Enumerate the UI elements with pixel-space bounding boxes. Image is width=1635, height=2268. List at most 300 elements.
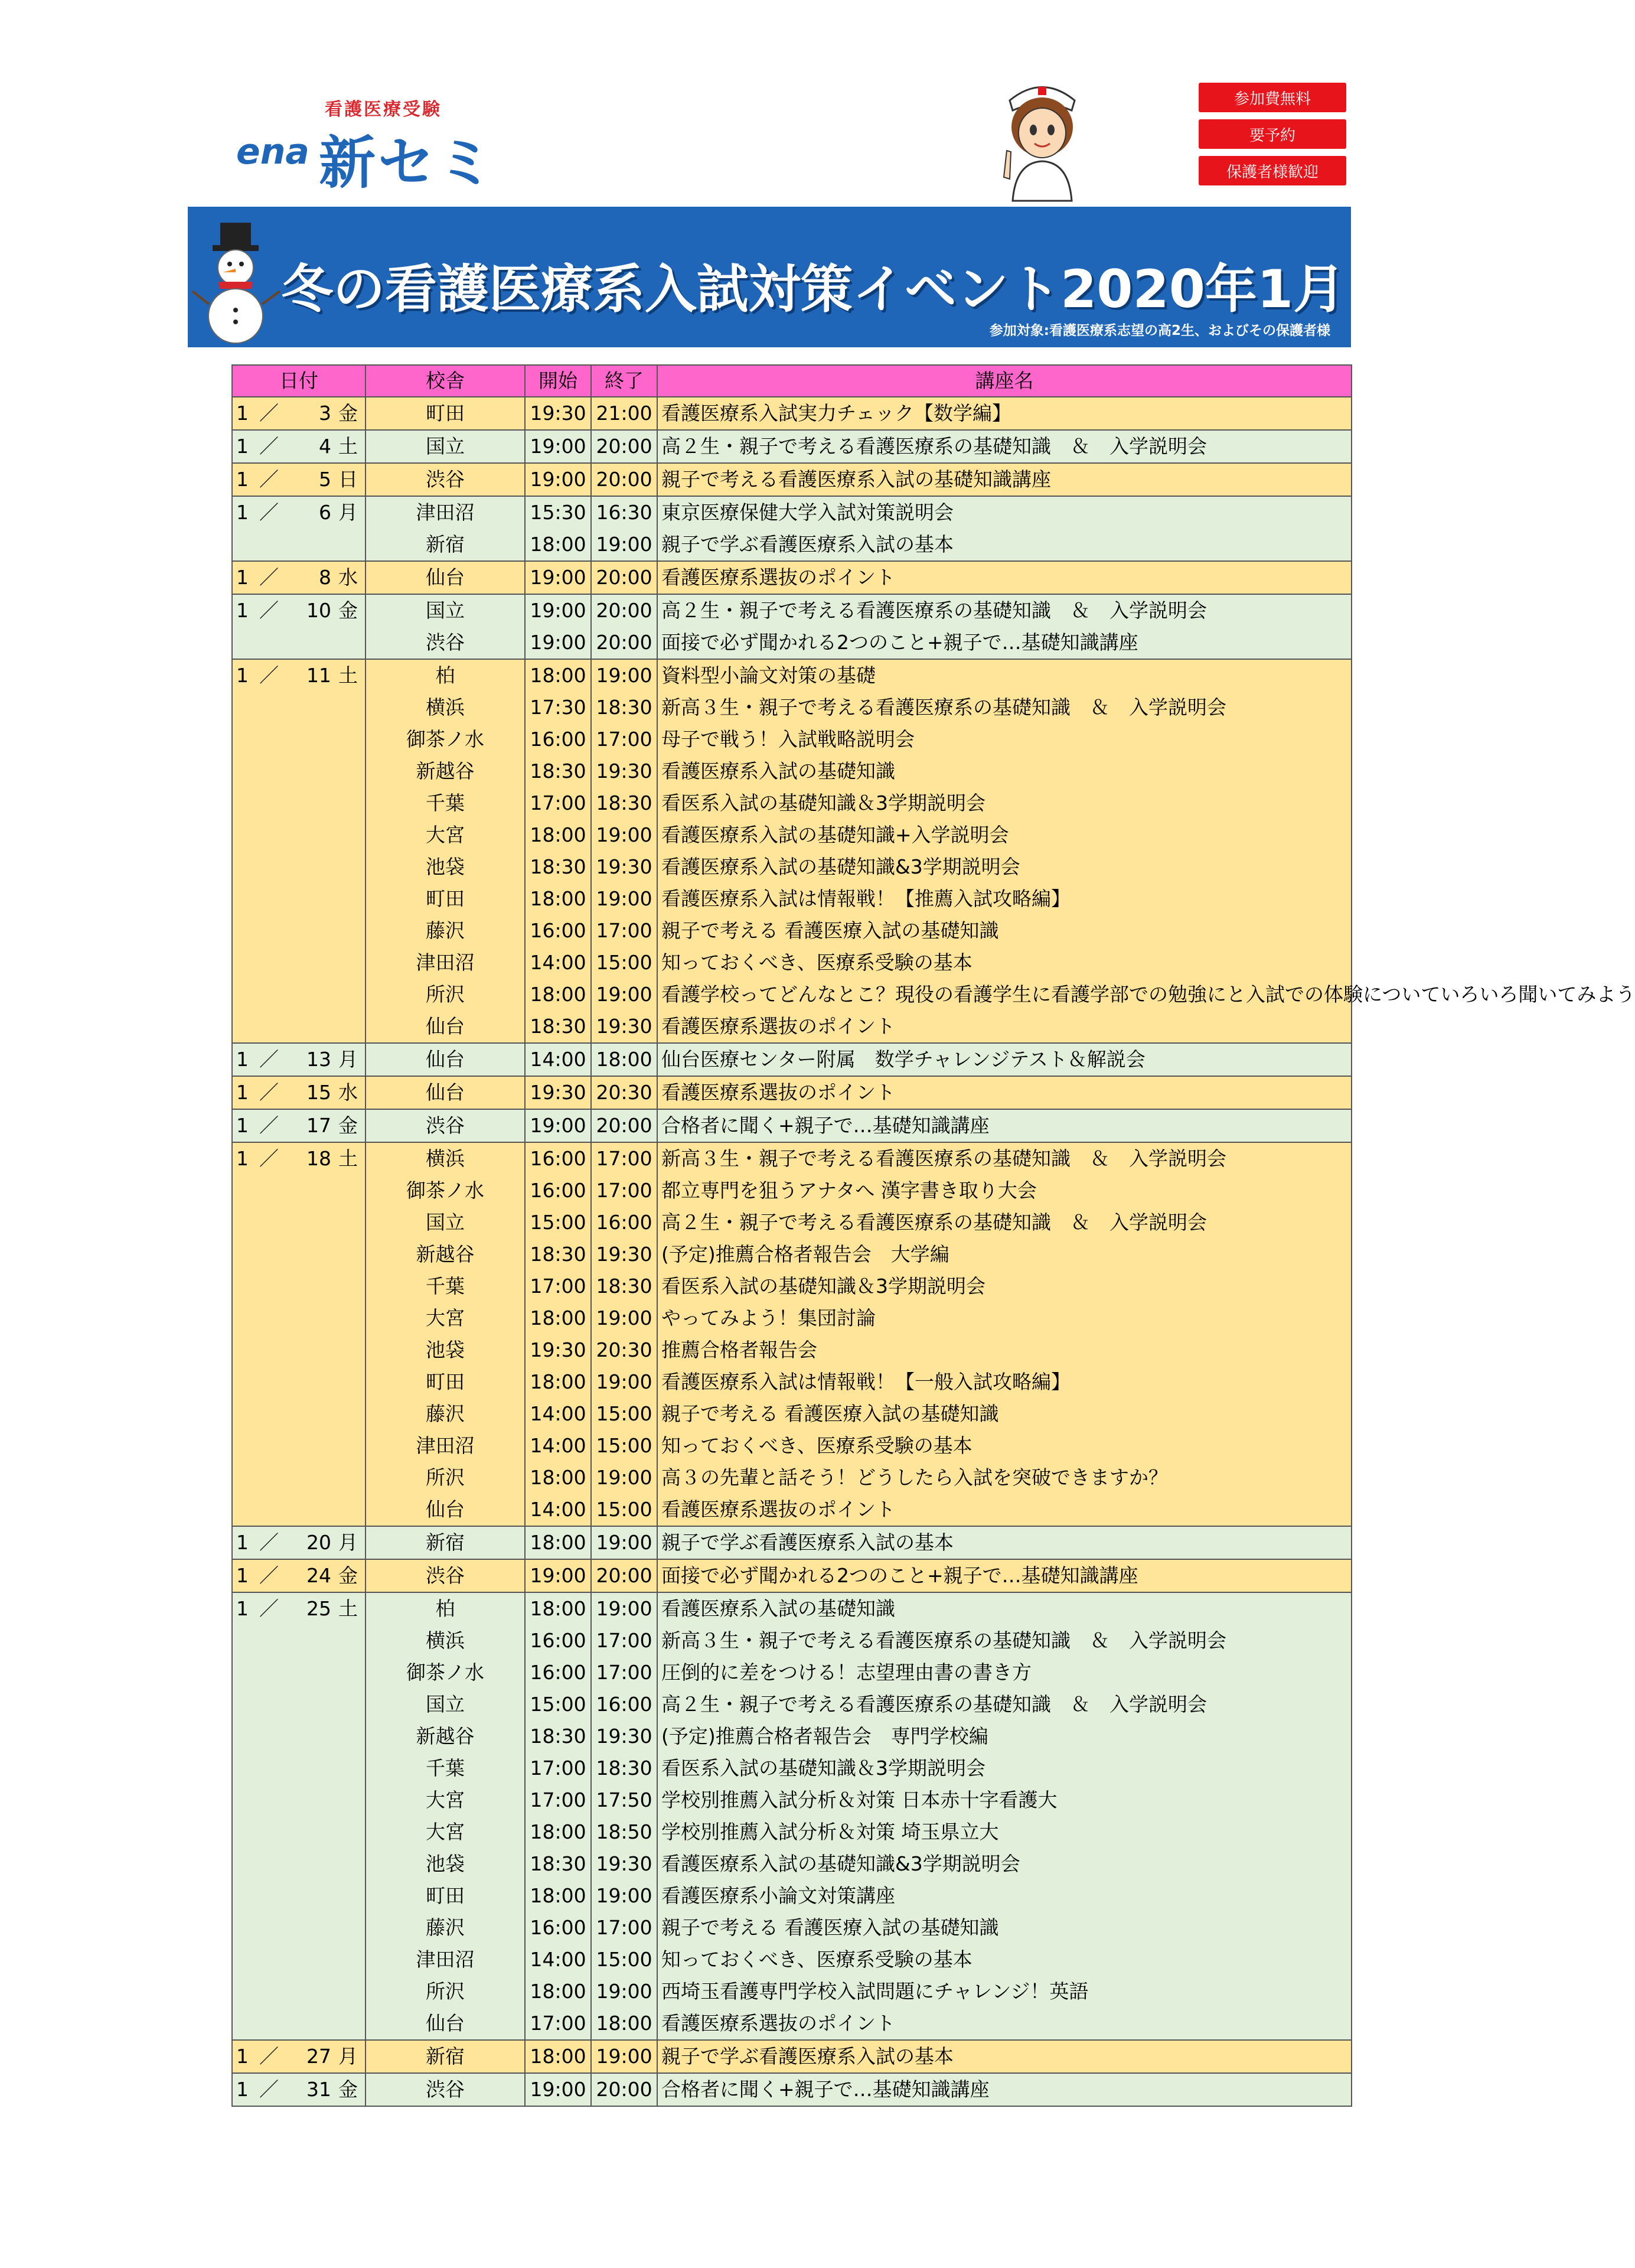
weekday	[335, 1494, 365, 1526]
date-day: 15	[276, 1076, 335, 1109]
start-time-cell: 18:00	[525, 1366, 591, 1398]
end-time-cell: 19:00	[591, 2040, 657, 2073]
date-month	[232, 1076, 279, 1109]
school-cell: 池袋	[365, 1848, 525, 1880]
start-time-cell: 18:30	[525, 755, 591, 787]
date-separator: ／	[259, 599, 279, 622]
logo-ena: ena	[236, 131, 309, 172]
course-title-cell: 親子で学ぶ看護医療系入試の基本	[657, 529, 1352, 561]
table-row	[232, 594, 1352, 627]
course-title-cell: 合格者に聞く+親子で…基礎知識講座	[657, 1109, 1352, 1142]
date-day	[276, 1302, 335, 1334]
end-time-cell: 21:00	[591, 397, 657, 430]
date-day	[276, 1011, 335, 1043]
weekday	[335, 1175, 365, 1207]
school-cell: 町田	[365, 883, 525, 915]
weekday	[335, 1270, 365, 1302]
end-time-cell: 19:00	[591, 979, 657, 1011]
table-row	[232, 787, 1352, 819]
school-cell: 横浜	[365, 692, 525, 724]
date-separator: ／	[259, 435, 279, 458]
start-time-cell: 17:00	[525, 787, 591, 819]
start-time-cell: 17:00	[525, 2008, 591, 2040]
weekday: 金	[335, 2073, 365, 2106]
school-cell: 新宿	[365, 2040, 525, 2073]
school-cell: 所沢	[365, 979, 525, 1011]
weekday	[335, 1720, 365, 1752]
table-row	[232, 692, 1352, 724]
start-time-cell: 19:00	[525, 1109, 591, 1142]
end-time-cell: 20:00	[591, 1109, 657, 1142]
start-time-cell: 14:00	[525, 1430, 591, 1462]
header-date: 日付	[232, 365, 365, 397]
course-title-cell: 親子で考える 看護医療入試の基礎知識	[657, 1398, 1352, 1430]
end-time-cell: 19:30	[591, 1848, 657, 1880]
badge-free: 参加費無料	[1199, 83, 1346, 112]
date-month	[232, 1175, 276, 1207]
weekday: 月	[335, 1526, 365, 1559]
weekday: 月	[335, 1043, 365, 1076]
date-month	[232, 1976, 276, 2008]
course-title-cell: 知っておくべき、医療系受験の基本	[657, 1430, 1352, 1462]
date-month	[232, 755, 276, 787]
weekday	[335, 1207, 365, 1239]
course-title-cell: 看護医療系入試の基礎知識	[657, 755, 1352, 787]
date-day	[276, 1880, 335, 1912]
date-day: 4	[276, 430, 335, 463]
start-time-cell: 18:30	[525, 1848, 591, 1880]
school-cell: 町田	[365, 1880, 525, 1912]
date-month	[232, 1559, 279, 1592]
end-time-cell: 17:00	[591, 1657, 657, 1689]
weekday	[335, 947, 365, 979]
school-cell: 仙台	[365, 561, 525, 594]
weekday: 土	[335, 659, 365, 692]
date-month	[232, 2008, 276, 2040]
school-cell: 仙台	[365, 1011, 525, 1043]
target-audience: 参加対象:看護医療系志望の高2生、およびその保護者様	[989, 323, 1330, 338]
weekday	[335, 1239, 365, 1270]
course-title-cell: 看護医療系入試の基礎知識+入学説明会	[657, 819, 1352, 851]
date-month	[232, 1880, 276, 1912]
school-cell: 町田	[365, 1366, 525, 1398]
date-separator: ／	[259, 1531, 279, 1554]
start-time-cell: 19:30	[525, 1334, 591, 1366]
date-day: 27	[276, 2040, 335, 2073]
table-row	[232, 659, 1352, 692]
school-cell: 所沢	[365, 1976, 525, 2008]
weekday: 日	[335, 463, 365, 496]
end-time-cell: 17:00	[591, 1625, 657, 1657]
date-day: 24	[276, 1559, 335, 1592]
start-time-cell: 17:00	[525, 1784, 591, 1816]
start-time-cell: 16:00	[525, 1142, 591, 1175]
course-title-cell: 圧倒的に差をつける！志望理由書の書き方	[657, 1657, 1352, 1689]
table-row	[232, 1880, 1352, 1912]
course-title-cell: 看医系入試の基礎知識＆3学期説明会	[657, 1752, 1352, 1784]
date-month	[232, 496, 279, 529]
start-time-cell: 17:00	[525, 1270, 591, 1302]
date-separator: ／	[259, 1564, 279, 1587]
date-day	[276, 1816, 335, 1848]
date-month	[232, 2040, 279, 2073]
end-time-cell: 19:30	[591, 1720, 657, 1752]
course-title-cell: 看護医療系選抜のポイント	[657, 1011, 1352, 1043]
weekday	[335, 1816, 365, 1848]
course-title-cell: 親子で学ぶ看護医療系入試の基本	[657, 2040, 1352, 2073]
end-time-cell: 20:00	[591, 1559, 657, 1592]
school-cell: 町田	[365, 397, 525, 430]
date-day: 3	[276, 397, 335, 430]
course-title-cell: 合格者に聞く+親子で…基礎知識講座	[657, 2073, 1352, 2106]
school-cell: 新越谷	[365, 1239, 525, 1270]
month-number: 1	[236, 501, 249, 524]
start-time-cell: 18:00	[525, 1592, 591, 1625]
date-day	[276, 692, 335, 724]
school-cell: 津田沼	[365, 1430, 525, 1462]
table-row	[232, 1912, 1352, 1944]
table-row	[232, 430, 1352, 463]
start-time-cell: 18:00	[525, 529, 591, 561]
school-cell: 国立	[365, 1689, 525, 1720]
start-time-cell: 19:30	[525, 1076, 591, 1109]
end-time-cell: 18:00	[591, 1043, 657, 1076]
weekday	[335, 1689, 365, 1720]
school-cell: 大宮	[365, 1816, 525, 1848]
date-month	[232, 2073, 279, 2106]
course-title-cell: 面接で必ず聞かれる2つのこと+親子で…基礎知識講座	[657, 1559, 1352, 1592]
start-time-cell: 16:00	[525, 915, 591, 947]
start-time-cell: 19:00	[525, 561, 591, 594]
date-month	[232, 1752, 276, 1784]
table-row	[232, 1848, 1352, 1880]
date-month	[232, 1689, 276, 1720]
end-time-cell: 19:30	[591, 1239, 657, 1270]
end-time-cell: 19:30	[591, 755, 657, 787]
start-time-cell: 18:00	[525, 1302, 591, 1334]
date-month	[232, 1912, 276, 1944]
date-separator: ／	[259, 2078, 279, 2101]
course-title-cell: 看護医療系選抜のポイント	[657, 561, 1352, 594]
school-cell: 仙台	[365, 1494, 525, 1526]
school-cell: 大宮	[365, 1784, 525, 1816]
start-time-cell: 18:00	[525, 1526, 591, 1559]
weekday: 水	[335, 1076, 365, 1109]
date-day	[276, 1430, 335, 1462]
date-day: 31	[276, 2073, 335, 2106]
month-number: 1	[236, 664, 249, 687]
date-separator: ／	[259, 1597, 279, 1620]
weekday	[335, 1912, 365, 1944]
end-time-cell: 15:00	[591, 1430, 657, 1462]
course-title-cell: 新高３生・親子で考える看護医療系の基礎知識 ＆ 入学説明会	[657, 1625, 1352, 1657]
weekday	[335, 724, 365, 755]
date-separator: ／	[259, 664, 279, 687]
date-month	[232, 1239, 276, 1270]
snowman-icon	[188, 216, 282, 351]
school-cell: 仙台	[365, 1043, 525, 1076]
school-cell: 渋谷	[365, 627, 525, 659]
table-row	[232, 883, 1352, 915]
school-cell: 千葉	[365, 1270, 525, 1302]
end-time-cell: 19:30	[591, 1011, 657, 1043]
start-time-cell: 15:00	[525, 1689, 591, 1720]
start-time-cell: 19:00	[525, 2073, 591, 2106]
month-number: 1	[236, 1564, 249, 1587]
date-day: 25	[276, 1592, 335, 1625]
end-time-cell: 15:00	[591, 1944, 657, 1976]
weekday: 土	[335, 430, 365, 463]
end-time-cell: 15:00	[591, 1494, 657, 1526]
start-time-cell: 18:30	[525, 1011, 591, 1043]
date-month	[232, 529, 276, 561]
table-row	[232, 1175, 1352, 1207]
end-time-cell: 16:00	[591, 1207, 657, 1239]
course-title-cell: 親子で考える 看護医療入試の基礎知識	[657, 915, 1352, 947]
start-time-cell: 17:30	[525, 692, 591, 724]
weekday	[335, 1398, 365, 1430]
weekday: 月	[335, 496, 365, 529]
month-number: 1	[236, 468, 249, 491]
date-day	[276, 1944, 335, 1976]
date-month	[232, 659, 279, 692]
school-cell: 大宮	[365, 1302, 525, 1334]
date-day	[276, 1270, 335, 1302]
table-row	[232, 724, 1352, 755]
weekday	[335, 1430, 365, 1462]
badge-parents-welcome: 保護者様歓迎	[1199, 156, 1346, 185]
end-time-cell: 19:00	[591, 1592, 657, 1625]
end-time-cell: 19:00	[591, 1366, 657, 1398]
end-time-cell: 18:30	[591, 1270, 657, 1302]
table-row	[232, 1334, 1352, 1366]
course-title-cell: 看護医療系小論文対策講座	[657, 1880, 1352, 1912]
school-cell: 御茶ノ水	[365, 1175, 525, 1207]
end-time-cell: 18:00	[591, 2008, 657, 2040]
table-row	[232, 1239, 1352, 1270]
weekday	[335, 1625, 365, 1657]
date-month	[232, 851, 276, 883]
table-row	[232, 1494, 1352, 1526]
school-cell: 渋谷	[365, 1109, 525, 1142]
table-header-row	[232, 365, 1352, 397]
weekday	[335, 819, 365, 851]
start-time-cell: 18:00	[525, 2040, 591, 2073]
end-time-cell: 20:00	[591, 463, 657, 496]
table-row	[232, 1366, 1352, 1398]
table-row	[232, 397, 1352, 430]
date-day	[276, 883, 335, 915]
date-month	[232, 1625, 276, 1657]
end-time-cell: 19:00	[591, 1526, 657, 1559]
date-month	[232, 1011, 276, 1043]
course-title-cell: 新高３生・親子で考える看護医療系の基礎知識 ＆ 入学説明会	[657, 692, 1352, 724]
table-row	[232, 1559, 1352, 1592]
start-time-cell: 15:00	[525, 1207, 591, 1239]
start-time-cell: 16:00	[525, 724, 591, 755]
table-row	[232, 819, 1352, 851]
date-day	[276, 529, 335, 561]
table-row	[232, 1526, 1352, 1559]
badge-reservation: 要予約	[1199, 119, 1346, 149]
course-title-cell: 看護医療系入試は情報戦！【推薦入試攻略編】	[657, 883, 1352, 915]
school-cell: 新越谷	[365, 1720, 525, 1752]
school-cell: 渋谷	[365, 463, 525, 496]
table-row	[232, 1689, 1352, 1720]
course-title-cell: 看医系入試の基礎知識＆3学期説明会	[657, 1270, 1352, 1302]
table-row	[232, 2008, 1352, 2040]
month-number: 1	[236, 1531, 249, 1554]
month-number: 1	[236, 1147, 249, 1170]
start-time-cell: 18:00	[525, 659, 591, 692]
course-title-cell: 看医系入試の基礎知識＆3学期説明会	[657, 787, 1352, 819]
end-time-cell: 20:00	[591, 594, 657, 627]
start-time-cell: 18:00	[525, 979, 591, 1011]
course-title-cell: 資料型小論文対策の基礎	[657, 659, 1352, 692]
course-title-cell: 都立専門を狙うアナタへ 漢字書き取り大会	[657, 1175, 1352, 1207]
end-time-cell: 20:00	[591, 561, 657, 594]
header-school: 校舎	[365, 365, 525, 397]
start-time-cell: 19:00	[525, 463, 591, 496]
start-time-cell: 16:00	[525, 1912, 591, 1944]
start-time-cell: 18:00	[525, 883, 591, 915]
end-time-cell: 17:50	[591, 1784, 657, 1816]
school-cell: 池袋	[365, 851, 525, 883]
end-time-cell: 19:00	[591, 529, 657, 561]
table-row	[232, 496, 1352, 529]
start-time-cell: 18:30	[525, 851, 591, 883]
date-day	[276, 1175, 335, 1207]
end-time-cell: 19:00	[591, 883, 657, 915]
school-cell: 国立	[365, 1207, 525, 1239]
end-time-cell: 17:00	[591, 915, 657, 947]
school-cell: 仙台	[365, 1076, 525, 1109]
weekday	[335, 627, 365, 659]
table-row	[232, 1011, 1352, 1043]
weekday	[335, 1302, 365, 1334]
table-row	[232, 1207, 1352, 1239]
end-time-cell: 15:00	[591, 947, 657, 979]
school-cell: 津田沼	[365, 1944, 525, 1976]
month-number: 1	[236, 2045, 249, 2068]
start-time-cell: 14:00	[525, 947, 591, 979]
end-time-cell: 17:00	[591, 1175, 657, 1207]
date-month	[232, 463, 279, 496]
date-day	[276, 1689, 335, 1720]
date-month	[232, 561, 279, 594]
header-start: 開始	[525, 365, 591, 397]
date-day: 18	[276, 1142, 335, 1175]
weekday: 金	[335, 397, 365, 430]
weekday	[335, 1784, 365, 1816]
start-time-cell: 19:00	[525, 430, 591, 463]
weekday	[335, 851, 365, 883]
table-row	[232, 1976, 1352, 2008]
date-month	[232, 819, 276, 851]
date-day: 5	[276, 463, 335, 496]
course-title-cell: 東京医療保健大学入試対策説明会	[657, 496, 1352, 529]
table-row	[232, 947, 1352, 979]
weekday: 金	[335, 1559, 365, 1592]
date-month	[232, 1848, 276, 1880]
weekday	[335, 1657, 365, 1689]
date-month	[232, 724, 276, 755]
month-number: 1	[236, 435, 249, 458]
course-title-cell: 西埼玉看護専門学校入試問題にチャレンジ！英語	[657, 1976, 1352, 2008]
course-title-cell: 看護医療系選抜のポイント	[657, 1076, 1352, 1109]
table-row	[232, 1270, 1352, 1302]
date-month	[232, 627, 276, 659]
date-day	[276, 787, 335, 819]
date-separator: ／	[259, 566, 279, 589]
start-time-cell: 15:30	[525, 496, 591, 529]
header-course: 講座名	[657, 365, 1352, 397]
school-cell: 渋谷	[365, 2073, 525, 2106]
school-cell: 大宮	[365, 819, 525, 851]
table-row	[232, 1430, 1352, 1462]
page-title: 冬の看護医療系入試対策イベント2020年1月	[281, 259, 1346, 320]
date-month	[232, 883, 276, 915]
course-title-cell: 看護医療系入試の基礎知識&3学期説明会	[657, 1848, 1352, 1880]
weekday: 金	[335, 594, 365, 627]
table-row	[232, 755, 1352, 787]
school-cell: 渋谷	[365, 1559, 525, 1592]
date-day	[276, 1398, 335, 1430]
end-time-cell: 20:00	[591, 2073, 657, 2106]
end-time-cell: 18:30	[591, 787, 657, 819]
month-number: 1	[236, 402, 249, 425]
date-day: 8	[276, 561, 335, 594]
start-time-cell: 16:00	[525, 1657, 591, 1689]
start-time-cell: 18:00	[525, 1976, 591, 2008]
date-month	[232, 1430, 276, 1462]
course-title-cell: 学校別推薦入試分析＆対策 日本赤十字看護大	[657, 1784, 1352, 1816]
date-month	[232, 1207, 276, 1239]
table-row	[232, 979, 1352, 1011]
date-day: 13	[276, 1043, 335, 1076]
school-cell: 藤沢	[365, 915, 525, 947]
date-month	[232, 1334, 276, 1366]
table-row	[232, 1625, 1352, 1657]
date-day	[276, 724, 335, 755]
school-cell: 御茶ノ水	[365, 1657, 525, 1689]
weekday	[335, 1334, 365, 1366]
course-title-cell: 看護医療系入試の基礎知識&3学期説明会	[657, 851, 1352, 883]
date-month	[232, 692, 276, 724]
date-day	[276, 1976, 335, 2008]
start-time-cell: 14:00	[525, 1494, 591, 1526]
date-separator: ／	[259, 1081, 279, 1104]
course-title-cell: 看護医療系入試の基礎知識	[657, 1592, 1352, 1625]
weekday	[335, 755, 365, 787]
course-title-cell: 高２生・親子で考える看護医療系の基礎知識 ＆ 入学説明会	[657, 1689, 1352, 1720]
table-row	[232, 1720, 1352, 1752]
table-row	[232, 1076, 1352, 1109]
weekday	[335, 692, 365, 724]
table-row	[232, 1816, 1352, 1848]
table-row	[232, 2073, 1352, 2106]
table-row	[232, 1592, 1352, 1625]
end-time-cell: 19:00	[591, 1976, 657, 2008]
date-day: 11	[276, 659, 335, 692]
end-time-cell: 20:30	[591, 1076, 657, 1109]
start-time-cell: 14:00	[525, 1944, 591, 1976]
school-cell: 新宿	[365, 529, 525, 561]
date-day	[276, 1752, 335, 1784]
end-time-cell: 20:00	[591, 627, 657, 659]
date-day: 10	[276, 594, 335, 627]
date-day	[276, 1239, 335, 1270]
